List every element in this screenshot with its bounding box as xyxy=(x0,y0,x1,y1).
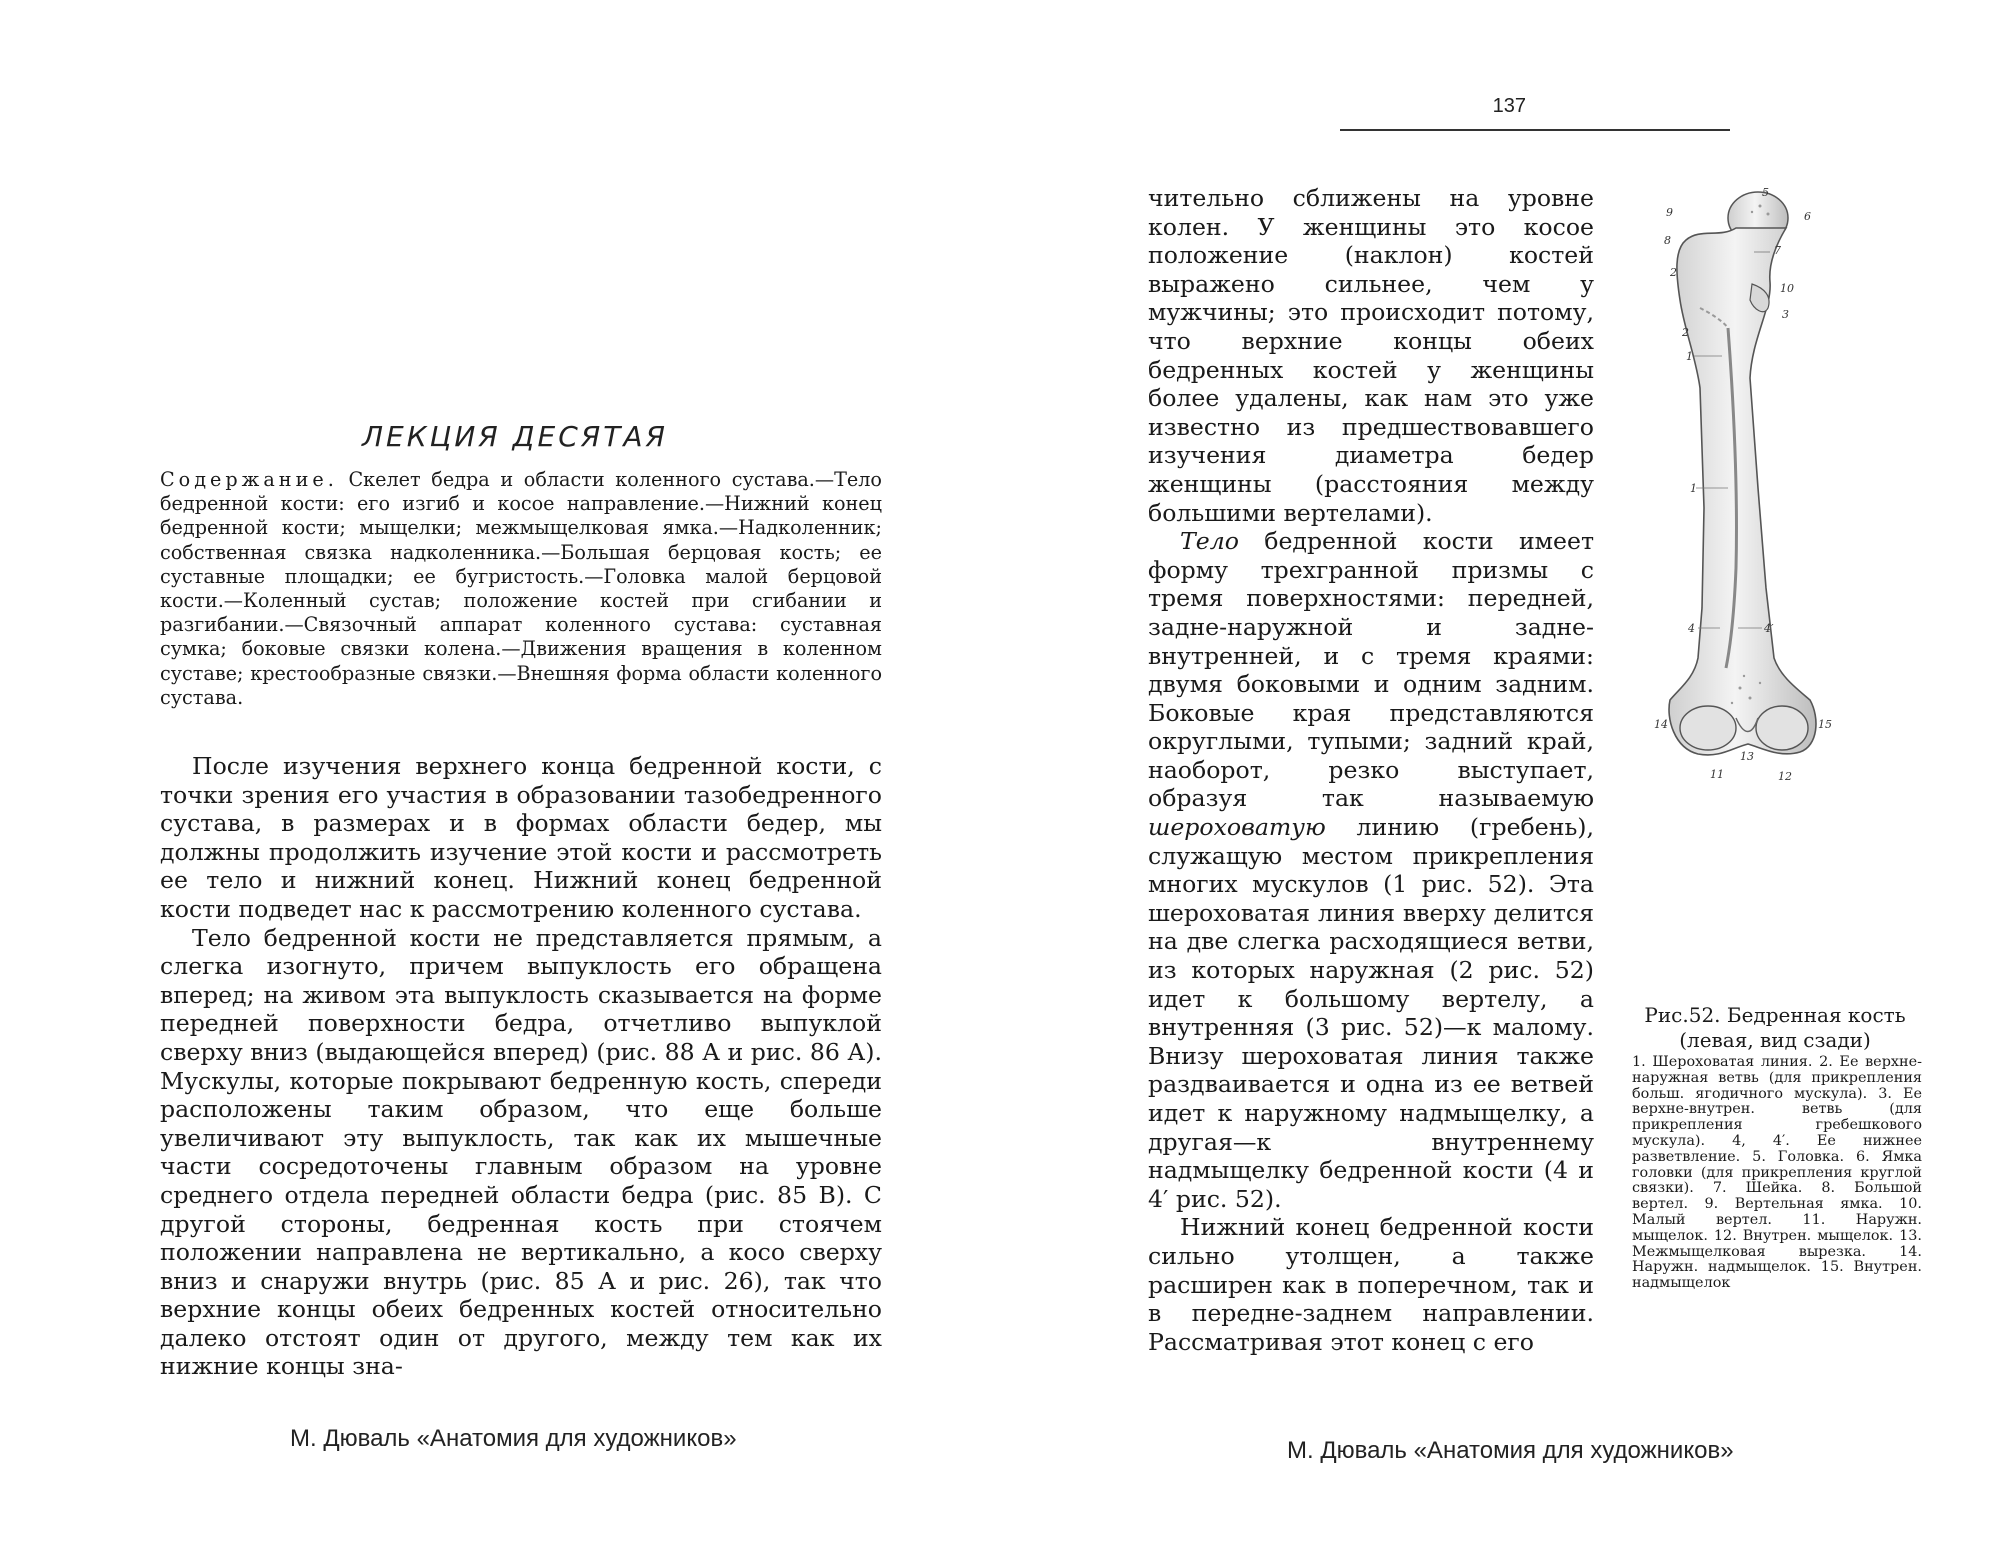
figure-caption: Рис.52. Бедренная кость (левая, вид сзади) xyxy=(1644,1003,1906,1052)
figure-label-1: 1 xyxy=(1686,350,1693,363)
figure-label-10: 10 xyxy=(1780,282,1794,295)
page-number: 137 xyxy=(1492,95,1526,117)
figure-label-5: 5 xyxy=(1762,188,1769,199)
paragraph: Нижний конец бедренной кости сильно утолщен, а также расширен как в поперечном, так и в передне-заднем направлении. Рассматривая этот конец с его xyxy=(1148,1213,1594,1356)
left-footer: М. Дюваль «Анатомия для художников» xyxy=(290,1425,737,1452)
paragraph: чительно сближены на уровне колен. У женщины это косое положение (наклон) костей выражено сильнее, чем у мужчины; это происходит потому, что верхние концы обеих бедренных костей у женщины более удалены, как нам это уже известно из предшествовавшего изучения диаметра бедер женщины (расстояния между большими вертелами). xyxy=(1148,184,1594,527)
figure-label-11: 11 xyxy=(1710,768,1724,781)
figure-label-4-prime: 4′ xyxy=(1764,622,1774,635)
paragraph-text: линию (гребень), служащую местом прикрепления многих мускулов (1 рис. 52). Эта шероховатая линия вверху делится на две слегка расходящиеся ветви, из которых наружная (2 рис. 52) идет к большому вертелу, а внутренняя (3 рис. 52)—к малому. Внизу шероховатая линия также раздваивается и одна из ее ветвей идет к наружному надмыщелку, а другая—к внутреннему надмыщелку бедренной кости (4 и 4′ рис. 52). xyxy=(1148,813,1594,1213)
paragraph: Тело бедренной кости не представляется прямым, а слегка изогнуто, причем выпуклость его обращена вперед; на живом эта выпуклость сказывается на форме передней поверхности бедра, отчетливо выпуклой сверху вниз (выдающейся вперед) (рис. 88 А и рис. 86 А). Мускулы, которые покрывают бедренную кость, спереди расположены таким образом, что еще больше увеличивают эту выпуклость, так как их мышечные части сосредоточены главным образом на уровне среднего отдела передней области бедра (рис. 85 В). С другой стороны, бедренная кость при стоячем положении направлена не вертикально, а косо сверху вниз и снаружи внутрь (рис. 85 А и рис. 26), так что верхние концы обеих бедренных костей относительно далеко отстоят один от другого, между тем как их нижние концы зна- xyxy=(160,923,882,1381)
femur-bone xyxy=(1669,192,1816,755)
figure-label-12: 12 xyxy=(1778,770,1792,783)
right-page xyxy=(1000,0,2000,1549)
right-body-text xyxy=(1148,184,1594,1356)
figure-label-15: 15 xyxy=(1818,718,1832,731)
contents-text: Скелет бедра и области коленного сустава.—Тело бедренной кости: его изгиб и косое направление.—Нижний конец бедренной кости; мыщелки; межмыщелковая ямка.—Надколенник; собственная связка надколенника.—Большая берцовая кость; ее суставные площадки; ее бугристость.—Головка малой берцовой кости.—Коленный сустав; положение костей при сгибании и разгибании.—Связочный аппарат коленного сустава: суставная сумка; боковые связки колена.—Движения вращения в коленном суставе; крестообразные связки.—Внешняя форма области коленного сустава. xyxy=(160,468,882,709)
femur-illustration xyxy=(1640,188,1920,988)
figure-label-8: 8 xyxy=(1664,234,1671,247)
term-italic: Тело xyxy=(1180,527,1239,556)
figure-label-1b: 1 xyxy=(1690,482,1697,495)
figure-label-4: 4 xyxy=(1688,622,1695,635)
figure-label-3: 3 xyxy=(1782,308,1789,321)
lecture-contents xyxy=(160,468,882,710)
term-italic: шероховатую xyxy=(1148,813,1326,842)
right-footer: М. Дюваль «Анатомия для художников» xyxy=(1287,1437,1734,1464)
contents-lead: Содержание. xyxy=(160,468,338,491)
figure-label-6: 6 xyxy=(1804,210,1811,223)
figure-label-14: 14 xyxy=(1654,718,1668,731)
header-rule xyxy=(1340,129,1730,131)
paragraph xyxy=(1148,527,1594,1213)
left-body-text xyxy=(160,752,882,1381)
paragraph-text: бедренной кости имеет форму трехгранной призмы с тремя поверхностями: передней, задне-наружной и задне-внутренней, и с тремя краями: двумя боковыми и одним задним. Боковые края представляются округлыми, тупыми; задний край, наоборот, резко выступает, образуя так называемую xyxy=(1148,527,1594,813)
figure-label-2b: 2 xyxy=(1682,326,1689,339)
figure-legend: 1. Шероховатая линия. 2. Ее верхне-наружная ветвь (для прикрепления больш. ягодичного мускула). 3. Ее верхне-внутрен. ветвь (для прикрепления гребешкового мускула). 4, 4′. Ее нижнее разветвление. 5. Головка. 6. Ямка головки (для прикрепления круглой связки). 7. Шейка. 8. Большой вертел. 9. Вертельная ямка. 10. Малый вертел. 11. Наружн. мыщелок. 12. Внутрен. мыщелок. 13. Межмыщелковая вырезка. 14. Наружн. надмыщелок. 15. Внутрен. надмыщелок xyxy=(1632,1054,1922,1292)
figure-label-2: 2 xyxy=(1670,266,1677,279)
figure-label-13: 13 xyxy=(1740,750,1754,763)
figure-label-7: 7 xyxy=(1774,244,1781,257)
paragraph: После изучения верхнего конца бедренной кости, с точки зрения его участия в образовании тазобедренного сустава, в размерах и в формах области бедер, мы должны продолжить изучение этой кости и рассмотреть ее тело и нижний конец. Нижний конец бедренной кости подведет нас к рассмотрению коленного сустава. xyxy=(160,752,882,923)
figure-label-9: 9 xyxy=(1666,206,1673,219)
lecture-title: ЛЕКЦИЯ ДЕСЯТАЯ xyxy=(362,420,668,453)
